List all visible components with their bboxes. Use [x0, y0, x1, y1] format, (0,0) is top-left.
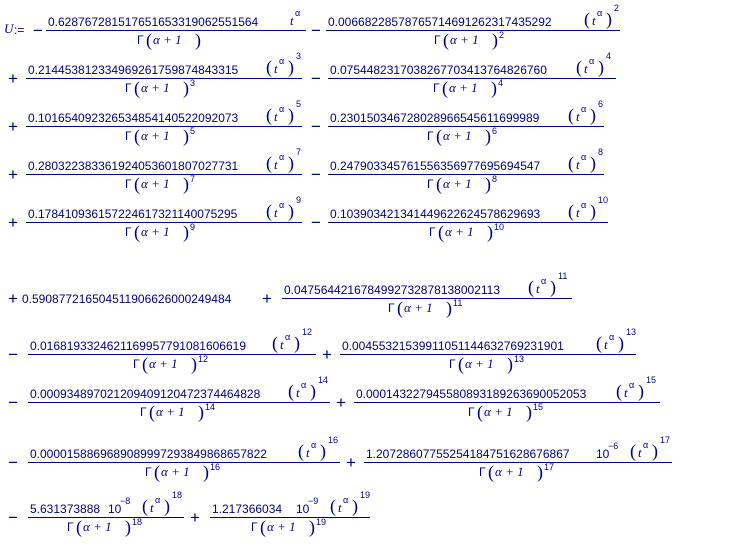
term-sign: +: [8, 165, 18, 184]
paren-left: (: [134, 174, 140, 194]
var-t: t: [290, 13, 294, 28]
var-t: t: [296, 385, 300, 400]
denominator-power: 13: [514, 354, 525, 364]
paren-right: ): [309, 517, 315, 537]
sci-exponent: −8: [120, 496, 131, 506]
gamma-symbol: Γ: [479, 465, 486, 479]
exp-alpha: α: [589, 56, 595, 66]
paren-right: ): [590, 201, 596, 221]
exp-alpha: α: [155, 495, 161, 505]
paren-left: (: [528, 277, 534, 297]
term-power: 16: [328, 435, 339, 445]
alpha-plus-one: α + 1: [156, 404, 185, 419]
term-power: 10: [598, 195, 609, 205]
term-coefficient: 0.101654092326534854140522092073: [28, 111, 239, 125]
alpha-plus-one: α + 1: [443, 128, 472, 143]
term-coefficient: 0.214453812334969261759874843315: [28, 63, 239, 77]
denominator-power: 15: [533, 402, 544, 412]
paren-left: (: [442, 78, 448, 98]
paren-right: ): [491, 78, 497, 98]
denominator-power: 19: [316, 517, 327, 527]
gamma-symbol: Γ: [388, 301, 395, 315]
term-sign: −: [311, 213, 321, 232]
paren-right: ): [294, 333, 300, 353]
gamma-symbol: Γ: [67, 520, 74, 534]
var-t: t: [576, 109, 580, 124]
paren-left: (: [397, 298, 403, 318]
var-t: t: [150, 500, 154, 515]
gamma-symbol: Γ: [251, 520, 258, 534]
denominator-power: 11: [453, 298, 463, 308]
paren-left: (: [142, 354, 148, 374]
paren-right: ): [618, 333, 624, 353]
paren-right: ): [288, 57, 294, 77]
lhs-symbol: U: [4, 21, 14, 36]
exp-alpha: α: [643, 440, 649, 450]
paren-left: (: [142, 496, 148, 516]
paren-left: (: [260, 517, 266, 537]
paren-right: ): [492, 30, 498, 50]
term-power: 2: [614, 3, 620, 13]
paren-right: ): [352, 496, 358, 516]
alpha-plus-one: α + 1: [465, 356, 494, 371]
term-coefficient: 0.103903421341449622624578629693: [330, 207, 541, 221]
var-t: t: [576, 205, 580, 220]
gamma-symbol: Γ: [449, 357, 456, 371]
var-t: t: [584, 61, 588, 76]
fraction-bar: [282, 298, 572, 299]
gamma-symbol: Γ: [125, 129, 132, 143]
term-sign: +: [8, 69, 18, 88]
term-coefficient: 0.000143227945580893189263690052053: [356, 387, 587, 401]
paren-right: ): [125, 517, 131, 537]
paren-right: ): [288, 105, 294, 125]
gamma-symbol: Γ: [125, 81, 132, 95]
gamma-symbol: Γ: [434, 33, 441, 47]
alpha-plus-one: α + 1: [141, 176, 170, 191]
term-coefficient: 1.20728607755254184751628676867: [366, 447, 570, 461]
fraction-bar: [340, 354, 636, 355]
paren-right: ): [191, 354, 197, 374]
var-t: t: [280, 337, 284, 352]
term-coefficient: 0.0754482317038267703413764826760: [330, 63, 547, 77]
paren-left: (: [134, 126, 140, 146]
term-sign: −: [33, 21, 43, 40]
term-power: 6: [598, 99, 604, 109]
denominator-power: 8: [492, 174, 498, 184]
paren-left: (: [76, 517, 82, 537]
exp-alpha: α: [597, 8, 603, 18]
alpha-plus-one: α + 1: [153, 32, 182, 47]
exp-alpha: α: [285, 332, 291, 342]
denominator-power: 2: [499, 30, 505, 40]
paren-right: ): [320, 441, 326, 461]
term-sign: −: [311, 117, 321, 136]
term-power: 15: [646, 375, 657, 385]
term-sign: −: [8, 393, 18, 412]
paren-right: ): [537, 462, 543, 482]
paren-right: ): [446, 298, 452, 318]
paren-right: ): [485, 126, 491, 146]
fraction-bar: [26, 222, 302, 223]
fraction-bar: [328, 174, 604, 175]
paren-right: ): [598, 57, 604, 77]
paren-right: ): [590, 153, 596, 173]
fraction-bar: [28, 462, 340, 463]
exp-alpha: α: [279, 152, 285, 162]
term-sign: −: [8, 508, 18, 527]
paren-right: ): [183, 174, 189, 194]
paren-right: ): [203, 462, 209, 482]
var-t: t: [536, 281, 540, 296]
paren-right: ): [195, 30, 201, 50]
paren-right: ): [183, 78, 189, 98]
gamma-symbol: Γ: [427, 129, 434, 143]
term-power: 5: [296, 99, 302, 109]
paren-right: ): [288, 201, 294, 221]
paren-left: (: [266, 201, 272, 221]
paren-left: (: [616, 381, 622, 401]
term-sign: −: [311, 21, 321, 40]
gamma-symbol: Γ: [137, 33, 144, 47]
paren-left: (: [436, 174, 442, 194]
paren-left: (: [298, 441, 304, 461]
paren-left: (: [330, 496, 336, 516]
term-sign: +: [262, 289, 272, 308]
alpha-plus-one: α + 1: [161, 464, 190, 479]
fraction-bar: [28, 517, 184, 518]
term-coefficient: 0.0168193324621169957791081606619: [30, 339, 247, 353]
alpha-plus-one: α + 1: [484, 404, 513, 419]
exp-alpha: α: [279, 104, 285, 114]
gamma-symbol: Γ: [468, 405, 475, 419]
term-coefficient: 0.230150346728028966545611699989: [330, 111, 540, 125]
denominator-power: 17: [544, 462, 555, 472]
fraction-bar: [26, 174, 302, 175]
paren-left: (: [568, 105, 574, 125]
var-t: t: [624, 385, 628, 400]
sci-ten: 10: [596, 447, 610, 461]
var-t: t: [576, 157, 580, 172]
sci-ten: 10: [108, 502, 122, 516]
exp-alpha: α: [629, 380, 635, 390]
term-coefficient: 0.0000158869689089997293849868657822: [30, 447, 267, 461]
paren-right: ): [606, 9, 612, 29]
gamma-symbol: Γ: [125, 225, 132, 239]
term-power: 14: [318, 375, 329, 385]
paren-left: (: [630, 441, 636, 461]
paren-right: ): [526, 402, 532, 422]
paren-left: (: [266, 153, 272, 173]
paren-right: ): [652, 441, 658, 461]
paren-left: (: [272, 333, 278, 353]
var-t: t: [338, 500, 342, 515]
term-power: 9: [296, 195, 302, 205]
denominator-power: 9: [190, 222, 196, 232]
gamma-symbol: Γ: [433, 81, 440, 95]
exp-alpha: α: [279, 56, 285, 66]
gamma-symbol: Γ: [140, 405, 147, 419]
gamma-symbol: Γ: [125, 177, 132, 191]
paren-left: (: [584, 9, 590, 29]
alpha-plus-one: α + 1: [404, 300, 433, 315]
var-t: t: [274, 205, 278, 220]
denominator-power: 5: [190, 126, 196, 136]
paren-left: (: [149, 402, 155, 422]
term-coefficient: 0.000934897021209409120472374464828: [30, 387, 261, 401]
assign-operator: :=: [14, 23, 25, 37]
term-coefficient: 0.178410936157224617321140075295: [28, 207, 238, 221]
term-power: 4: [606, 51, 612, 61]
paren-right: ): [638, 381, 644, 401]
exp-alpha: α: [581, 104, 587, 114]
paren-left: (: [443, 30, 449, 50]
paren-right: ): [590, 105, 596, 125]
var-t: t: [274, 157, 278, 172]
paren-left: (: [488, 462, 494, 482]
paren-left: (: [146, 30, 152, 50]
paren-left: (: [568, 201, 574, 221]
exp-alpha: α: [311, 440, 317, 450]
constant-sign: +: [8, 289, 18, 308]
fraction-bar: [354, 402, 660, 403]
sci-ten: 10: [296, 502, 310, 516]
var-t: t: [638, 445, 642, 460]
term-coefficient: 0.247903345761556356977695694547: [330, 159, 541, 173]
term-coefficient: 0.00455321539911051144632769231901: [342, 339, 564, 353]
denominator-power: 4: [498, 78, 504, 88]
alpha-plus-one: α + 1: [267, 519, 296, 534]
fraction-bar: [328, 126, 604, 127]
fraction-bar: [328, 78, 616, 79]
denominator-power: 16: [210, 462, 221, 472]
denominator-power: 18: [132, 517, 143, 527]
paren-left: (: [154, 462, 160, 482]
denominator-power: 12: [198, 354, 209, 364]
fraction-bar: [210, 517, 370, 518]
exp-alpha: α: [581, 200, 587, 210]
paren-left: (: [266, 57, 272, 77]
alpha-plus-one: α + 1: [141, 224, 170, 239]
paren-left: (: [134, 78, 140, 98]
term-coefficient: 0.628767281517651653319062551564: [48, 15, 259, 29]
fraction-bar: [28, 402, 330, 403]
alpha-plus-one: α + 1: [149, 356, 178, 371]
exp-alpha: α: [295, 8, 301, 18]
paren-right: ): [164, 496, 170, 516]
gamma-symbol: Γ: [145, 465, 152, 479]
fraction-bar: [326, 30, 620, 31]
gamma-symbol: Γ: [429, 225, 436, 239]
term-sign: −: [311, 165, 321, 184]
var-t: t: [274, 109, 278, 124]
denominator-power: 3: [190, 78, 196, 88]
paren-right: ): [507, 354, 513, 374]
term-sign: +: [336, 393, 346, 412]
paren-right: ): [310, 381, 316, 401]
term-sign: +: [190, 508, 200, 527]
exp-alpha: α: [343, 495, 349, 505]
term-coefficient: 0.00668228578765714691262317435292: [328, 15, 552, 29]
sci-exponent: −6: [608, 441, 619, 451]
exp-alpha: α: [541, 276, 547, 286]
fraction-bar: [26, 78, 302, 79]
alpha-plus-one: α + 1: [443, 176, 472, 191]
exp-alpha: α: [609, 332, 615, 342]
paren-left: (: [266, 105, 272, 125]
term-power: 18: [172, 490, 183, 500]
var-t: t: [306, 445, 310, 460]
paren-left: (: [576, 57, 582, 77]
var-t: t: [604, 337, 608, 352]
term-power: 13: [626, 327, 637, 337]
term-power: 8: [598, 147, 604, 157]
term-sign: +: [346, 453, 356, 472]
paren-right: ): [183, 222, 189, 242]
paren-left: (: [438, 222, 444, 242]
fraction-bar: [26, 126, 302, 127]
term-power: 17: [660, 435, 671, 445]
paren-left: (: [436, 126, 442, 146]
denominator-power: 6: [492, 126, 498, 136]
alpha-plus-one: α + 1: [141, 80, 170, 95]
var-t: t: [592, 13, 596, 28]
paren-right: ): [183, 126, 189, 146]
term-sign: +: [8, 117, 18, 136]
paren-right: ): [198, 402, 204, 422]
paren-left: (: [134, 222, 140, 242]
alpha-plus-one: α + 1: [450, 32, 479, 47]
denominator-power: 10: [494, 222, 505, 232]
paren-right: ): [485, 174, 491, 194]
sci-exponent: −9: [308, 496, 319, 506]
term-coefficient: 5.631373888: [30, 502, 101, 516]
paren-right: ): [487, 222, 493, 242]
alpha-plus-one: α + 1: [495, 464, 524, 479]
term-coefficient: 0.280322383361924053601807027731: [28, 159, 239, 173]
paren-right: ): [550, 277, 556, 297]
exp-alpha: α: [279, 200, 285, 210]
denominator-power: 7: [190, 174, 196, 184]
gamma-symbol: Γ: [133, 357, 140, 371]
fraction-bar: [328, 222, 608, 223]
term-sign: −: [8, 453, 18, 472]
constant-value: 0.590877216504511906626000249484: [22, 292, 232, 306]
var-t: t: [274, 61, 278, 76]
term-power: 19: [360, 490, 371, 500]
term-power: 7: [296, 147, 302, 157]
term-sign: −: [311, 69, 321, 88]
alpha-plus-one: α + 1: [83, 519, 112, 534]
term-power: 3: [296, 51, 302, 61]
term-sign: +: [322, 345, 332, 364]
term-sign: −: [8, 345, 18, 364]
paren-left: (: [596, 333, 602, 353]
alpha-plus-one: α + 1: [445, 224, 474, 239]
fraction-bar: [28, 354, 316, 355]
paren-left: (: [458, 354, 464, 374]
fraction-bar: [364, 462, 672, 463]
denominator-power: 14: [205, 402, 216, 412]
paren-left: (: [477, 402, 483, 422]
paren-right: ): [288, 153, 294, 173]
exp-alpha: α: [301, 380, 307, 390]
term-power: 11: [558, 271, 568, 281]
term-power: 12: [302, 327, 313, 337]
exp-alpha: α: [581, 152, 587, 162]
fraction-bar: [46, 30, 306, 31]
alpha-plus-one: α + 1: [449, 80, 478, 95]
paren-left: (: [568, 153, 574, 173]
term-sign: +: [8, 213, 18, 232]
term-coefficient: 0.0475644216784992732878138002113: [284, 283, 501, 297]
gamma-symbol: Γ: [427, 177, 434, 191]
term-coefficient: 1.217366034: [212, 502, 283, 516]
paren-left: (: [288, 381, 294, 401]
alpha-plus-one: α + 1: [141, 128, 170, 143]
